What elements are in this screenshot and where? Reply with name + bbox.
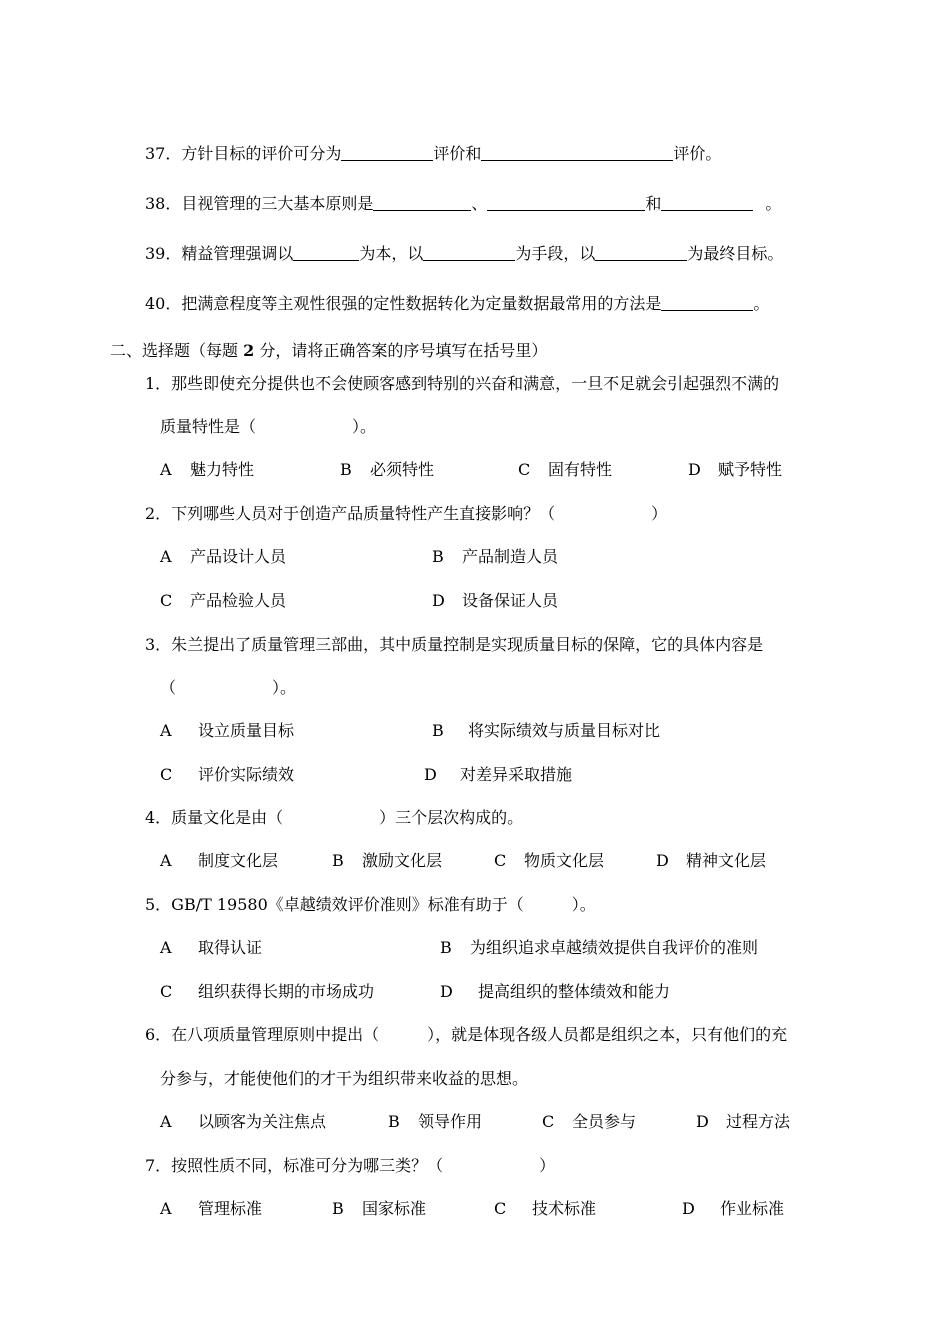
option-letter: A: [160, 460, 172, 479]
question-text: 目视管理的三大基本原则是: [181, 194, 374, 213]
option-b[interactable]: [340, 460, 434, 480]
question-number: 39．: [145, 244, 182, 263]
option-c[interactable]: [160, 982, 374, 1002]
question-6-cont: 分参与，才能使他们的才干为组织带来收益的思想。: [160, 1069, 529, 1088]
option-c[interactable]: [494, 851, 604, 871]
question-38: [145, 194, 781, 214]
option-text: 管理标准: [198, 1199, 263, 1218]
answer-blank[interactable]: [481, 144, 673, 161]
option-text: 魅力特性: [190, 460, 255, 479]
option-text: 技术标准: [532, 1199, 597, 1218]
option-text: 固有特性: [548, 460, 613, 479]
option-b[interactable]: [432, 547, 558, 567]
option-text: 产品设计人员: [190, 547, 287, 566]
question-5: 5．GB/T 19580《卓越绩效评价准则》标准有助于（ ）。: [145, 895, 596, 914]
option-letter: B: [340, 460, 352, 479]
question-text: 把满意程度等主观性很强的定性数据转化为定量数据最常用的方法是: [181, 294, 662, 313]
question-1-cont: 质量特性是（ ）。: [160, 417, 377, 436]
question-3: 3．朱兰提出了质量管理三部曲，其中质量控制是实现质量目标的保障，它的具体内容是: [145, 635, 764, 654]
option-letter: D: [432, 591, 445, 610]
option-a[interactable]: [160, 460, 254, 480]
option-d[interactable]: [440, 982, 670, 1002]
option-letter: A: [160, 851, 172, 870]
option-c[interactable]: [542, 1112, 636, 1132]
option-d[interactable]: [696, 1112, 790, 1132]
option-text: 提高组织的整体绩效和能力: [478, 982, 671, 1001]
option-d[interactable]: [688, 460, 782, 480]
option-d[interactable]: [432, 591, 558, 611]
option-d[interactable]: [424, 765, 572, 785]
option-c[interactable]: [518, 460, 612, 480]
question-text: 为手段，以: [515, 244, 596, 263]
option-text: 为组织追求卓越绩效提供自我评价的准则: [470, 938, 759, 957]
option-text: 以顾客为关注焦点: [198, 1112, 327, 1131]
option-a[interactable]: [160, 938, 262, 958]
heading-points: 2: [243, 341, 255, 360]
option-text: 必须特性: [370, 460, 435, 479]
answer-blank[interactable]: [373, 194, 471, 211]
option-text: 将实际绩效与质量目标对比: [468, 721, 661, 740]
answer-blank[interactable]: [661, 294, 753, 311]
option-text: 全员参与: [572, 1112, 637, 1131]
option-d[interactable]: [656, 851, 766, 871]
answer-blank[interactable]: [487, 194, 645, 211]
question-text: 为最终目标。: [687, 244, 784, 263]
option-text: 作业标准: [720, 1199, 785, 1218]
option-text: 领导作用: [418, 1112, 483, 1131]
option-letter: C: [160, 591, 173, 610]
option-text: 对差异采取措施: [460, 765, 573, 784]
question-number: 40．: [145, 294, 182, 313]
option-letter: B: [388, 1112, 400, 1131]
option-text: 产品检验人员: [190, 591, 287, 610]
option-b[interactable]: [388, 1112, 482, 1132]
option-c[interactable]: [494, 1199, 596, 1219]
option-letter: A: [160, 938, 172, 957]
question-text: 评价和: [433, 144, 482, 163]
option-letter: B: [432, 721, 444, 740]
option-letter: D: [688, 460, 701, 479]
option-a[interactable]: [160, 851, 278, 871]
question-text: 精益管理强调以: [181, 244, 294, 263]
question-2: 2．下列哪些人员对于创造产品质量特性产生直接影响？（ ）: [145, 504, 668, 523]
question-text: 评价。: [673, 144, 722, 163]
option-text: 精神文化层: [686, 851, 767, 870]
option-letter: C: [160, 982, 173, 1001]
option-text: 产品制造人员: [462, 547, 559, 566]
option-letter: C: [160, 765, 173, 784]
option-text: 组织获得长期的市场成功: [198, 982, 375, 1001]
option-letter: D: [656, 851, 669, 870]
option-b[interactable]: [332, 851, 442, 871]
question-39: [145, 244, 783, 264]
option-b[interactable]: [332, 1199, 426, 1219]
question-3-cont: （ ）。: [160, 678, 297, 697]
question-number: 37．: [145, 144, 182, 163]
answer-blank[interactable]: [293, 244, 359, 261]
option-letter: A: [160, 1199, 172, 1218]
answer-blank[interactable]: [661, 194, 753, 211]
option-letter: C: [494, 851, 507, 870]
option-text: 过程方法: [726, 1112, 791, 1131]
option-letter: A: [160, 547, 172, 566]
option-d[interactable]: [682, 1199, 784, 1219]
option-text: 物质文化层: [524, 851, 605, 870]
option-text: 激励文化层: [362, 851, 443, 870]
option-text: 制度文化层: [198, 851, 279, 870]
option-letter: D: [424, 765, 437, 784]
option-letter: D: [682, 1199, 695, 1218]
question-text: 。: [765, 194, 782, 213]
section-heading: [110, 341, 547, 361]
option-letter: B: [432, 547, 444, 566]
option-letter: B: [332, 1199, 344, 1218]
option-text: 赋予特性: [718, 460, 783, 479]
question-7: 7．按照性质不同，标准可分为哪三类？（ ）: [145, 1156, 556, 1175]
option-a[interactable]: [160, 1112, 326, 1132]
option-text: 评价实际绩效: [198, 765, 295, 784]
option-text: 国家标准: [362, 1199, 427, 1218]
option-b[interactable]: [440, 938, 758, 958]
question-40: [145, 294, 769, 314]
heading-text: 二、选择题（每题: [110, 341, 239, 360]
option-a[interactable]: [160, 721, 294, 741]
option-a[interactable]: [160, 547, 286, 567]
answer-blank[interactable]: [341, 144, 433, 161]
option-letter: C: [518, 460, 531, 479]
option-letter: A: [160, 721, 172, 740]
option-letter: C: [542, 1112, 555, 1131]
question-6: 6．在八项质量管理原则中提出（ ），就是体现各级人员都是组织之本，只有他们的充: [145, 1025, 788, 1044]
option-a[interactable]: [160, 1199, 262, 1219]
question-text: 方针目标的评价可分为: [181, 144, 342, 163]
option-b[interactable]: [432, 721, 660, 741]
question-text: 。: [753, 294, 770, 313]
option-letter: B: [440, 938, 452, 957]
option-text: 设备保证人员: [462, 591, 559, 610]
option-letter: D: [440, 982, 453, 1001]
question-1: 1．那些即使充分提供也不会使顾客感到特别的兴奋和满意，一旦不足就会引起强烈不满的: [145, 374, 780, 393]
option-c[interactable]: [160, 765, 294, 785]
question-text: 为本，以: [359, 244, 424, 263]
option-letter: A: [160, 1112, 172, 1131]
answer-blank[interactable]: [423, 244, 515, 261]
option-c[interactable]: [160, 591, 286, 611]
option-text: 取得认证: [198, 938, 263, 957]
option-letter: B: [332, 851, 344, 870]
option-text: 设立质量目标: [198, 721, 295, 740]
option-letter: C: [494, 1199, 507, 1218]
question-text: 、: [471, 194, 488, 213]
question-4: 4．质量文化是由（ ）三个层次构成的。: [145, 808, 524, 827]
option-letter: D: [696, 1112, 709, 1131]
question-number: 38．: [145, 194, 182, 213]
answer-blank[interactable]: [595, 244, 687, 261]
question-37: [145, 144, 721, 164]
heading-text: 分，请将正确答案的序号填写在括号里）: [259, 341, 548, 360]
question-text: 和: [645, 194, 662, 213]
